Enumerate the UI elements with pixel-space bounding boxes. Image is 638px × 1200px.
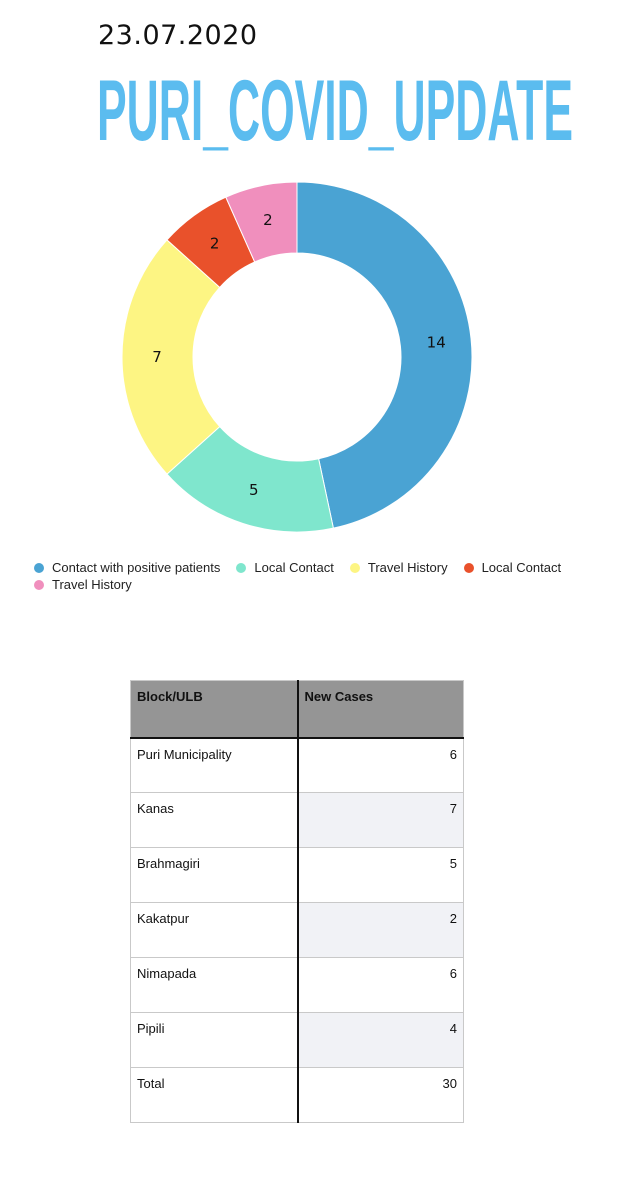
slice-label-3: 2 <box>209 234 220 253</box>
table-row <box>131 793 464 848</box>
legend-swatch <box>34 563 44 573</box>
table-row <box>131 958 464 1013</box>
legend-label: Travel History <box>367 560 448 575</box>
legend-swatch <box>236 563 246 573</box>
legend-swatch <box>34 580 44 590</box>
legend-label: Travel History <box>52 577 132 592</box>
total-label: Total <box>131 1068 298 1123</box>
block-name: Brahmagiri <box>131 848 298 903</box>
block-name: Kanas <box>131 793 298 848</box>
block-name: Puri Municipality <box>131 738 298 793</box>
table-header-row <box>131 681 464 738</box>
page-title <box>97 60 577 160</box>
slice-label-1: 5 <box>248 481 259 500</box>
legend-item-1 <box>236 560 334 576</box>
report-date: 23.07.2020 <box>98 20 258 51</box>
new-cases-value: 5 <box>298 848 464 903</box>
table-row <box>131 903 464 958</box>
slice-label-2: 7 <box>152 348 162 366</box>
block-name: Kakatpur <box>131 903 298 958</box>
legend-item-0 <box>34 560 220 576</box>
legend-label: Local Contact <box>481 560 562 575</box>
slice-label-4: 2 <box>263 211 273 230</box>
table-row-total <box>131 1068 464 1123</box>
table-row <box>131 1013 464 1068</box>
block-name: Pipili <box>131 1013 298 1068</box>
block-name: Nimapada <box>131 958 298 1013</box>
legend-label: Local Contact <box>254 560 334 575</box>
slice-label-0: 14 <box>426 333 446 352</box>
legend-swatch <box>350 563 360 573</box>
table-row <box>131 848 464 903</box>
legend-swatch <box>464 563 474 573</box>
cases-table <box>130 680 464 1123</box>
legend-item-2 <box>350 560 448 576</box>
page-title-text: PURI_COVID_UPDATE <box>97 63 573 159</box>
header-block: Block/ULB <box>131 681 298 738</box>
legend-item-3 <box>464 560 562 576</box>
new-cases-value: 7 <box>298 793 464 848</box>
chart-legend <box>34 560 614 594</box>
donut-slice-0 <box>297 182 472 528</box>
total-value: 30 <box>298 1068 464 1123</box>
new-cases-value: 6 <box>298 738 464 793</box>
new-cases-value: 4 <box>298 1013 464 1068</box>
legend-item-4 <box>34 577 132 593</box>
new-cases-value: 2 <box>298 903 464 958</box>
legend-label: Contact with positive patients <box>52 560 221 575</box>
table-row <box>131 738 464 793</box>
new-cases-value: 6 <box>298 958 464 1013</box>
donut-slice-2 <box>122 240 220 474</box>
header-new-cases: New Cases <box>298 681 464 738</box>
donut-chart <box>0 170 638 550</box>
